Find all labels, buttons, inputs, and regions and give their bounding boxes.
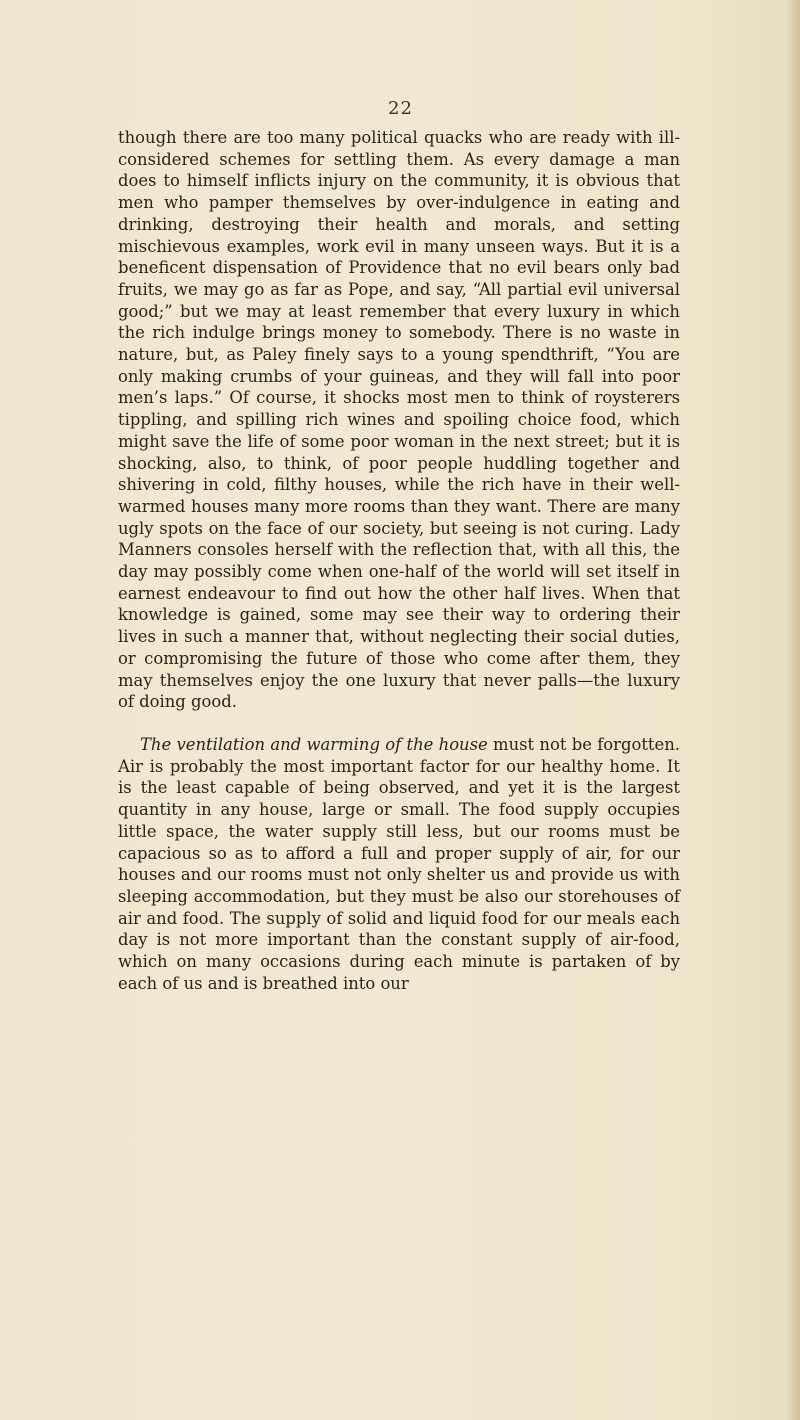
page-number: 22 [388, 98, 413, 119]
paragraph-ventilation-heading: The ventilation and warming of the house [140, 734, 488, 754]
paragraph-ventilation-body: must not be forgotten. Air is probably the most important factor for our healthy home. It is the least capable of being observed, and yet it is the largest quantity in any house, large or small. The food supply occupies little space, the water supply still less, but our rooms must be capacious so as to afford a full and proper supply of air, for our houses and our rooms must not only shelter us and provide us with sleeping accommodation, but they must be also our storehouses of air and food. The supply of solid and liquid food for our meals each day is not more important than the constant supply of air-food, which on many occasions during each minute is partaken of by each of us and is breathed into our [118, 734, 680, 993]
paragraph-luxury: though there are too many political quacks who are ready with ill-considered schemes for settling them. As every damage a man does to himself inflicts injury on the community, it is obvious that men who pamper themselves by over-indulgence in eating and drinking, destroying their health and morals, and setting mischievous examples, work evil in many unseen ways. But it is a beneficent dispensation of Providence that no evil bears only bad fruits, we may go as far as Pope, and say, “All partial evil universal good;” but we may at least remember that every luxury in which the rich indulge brings money to somebody. There is no waste in nature, but, as Paley finely says to a young spendthrift, “You are only making crumbs of your guineas, and they will fall into poor men’s laps.” Of course, it shocks most men to think of roysterers tippling, and spilling rich wines and spoiling choice food, which might save the life of some poor woman in the next street; but it is shocking, also, to think, of poor people huddling together and shivering in cold, filthy houses, while the rich have in their well-warmed houses many more rooms than they want. There are many ugly spots on the face of our society, but seeing is not curing. Lady Manners consoles herself with the reflection that, with all this, the day may possibly come when one-half of the world will set itself in earnest endeavour to find out how the other half lives. When that knowledge is gained, some may see their way to ordering their lives in such a manner that, without neglecting their social duties, or compromising the future of those who come after them, they may themselves enjoy the one luxury that never palls—the luxury of doing good. [118, 128, 680, 712]
body-text [118, 127, 680, 994]
page-edge-shadow [786, 0, 800, 1420]
paragraph-ventilation [118, 734, 680, 994]
